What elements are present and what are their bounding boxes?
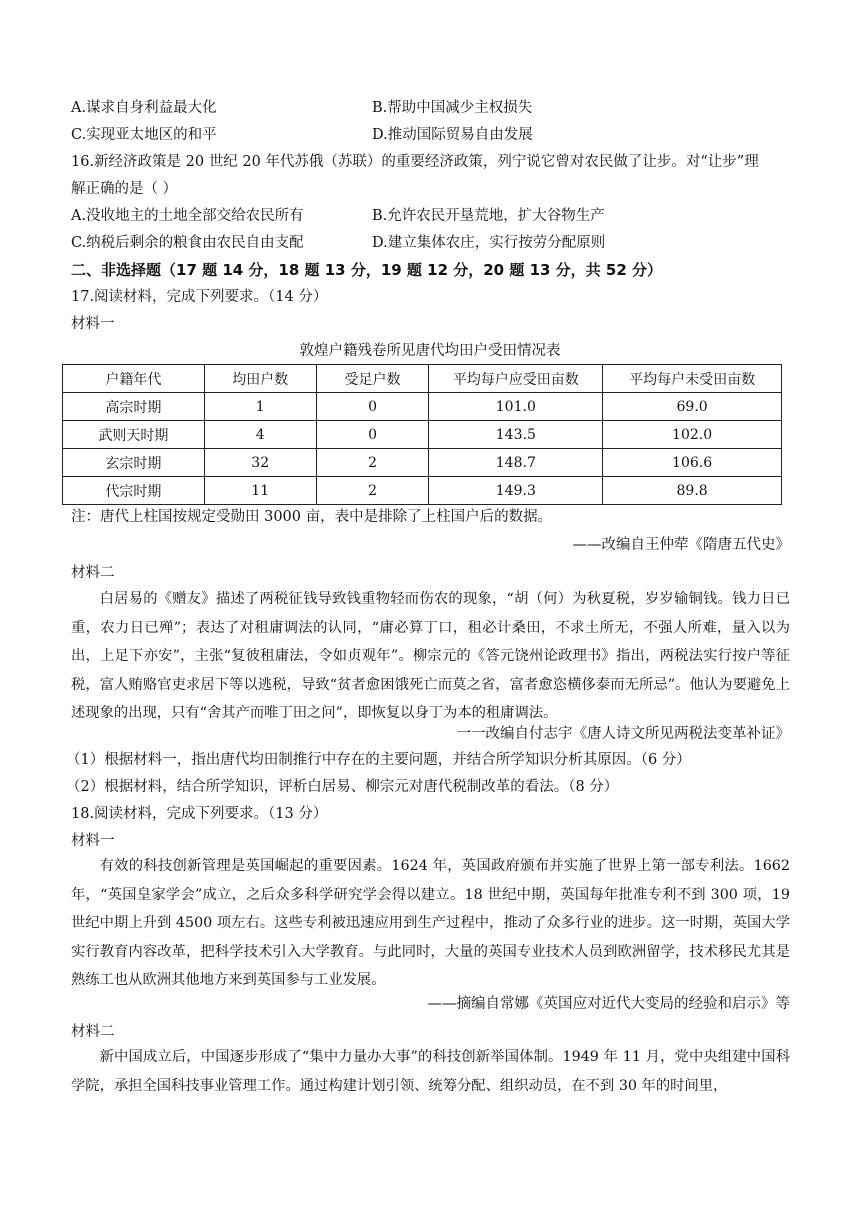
table-header-cell: 均田户数: [204, 365, 316, 393]
table-cell: 101.0: [429, 393, 603, 421]
q17-material1-label: 材料一: [71, 316, 115, 332]
q17-source2: 一一改编自付志宇《唐人诗文所见两税法变革补证》: [456, 726, 790, 742]
table-header-cell: 户籍年代: [63, 365, 205, 393]
table-cell: 玄宗时期: [63, 449, 205, 477]
table-cell: 1: [204, 393, 316, 421]
table-cell: 89.8: [603, 477, 782, 505]
table-note: 注：唐代上柱国按规定受勋田 3000 亩，表中是排除了上柱国户后的数据。: [71, 509, 553, 525]
table-row: [63, 393, 782, 421]
q15-option-d: D.推动国际贸易自由发展: [372, 127, 533, 143]
table-row: [63, 421, 782, 449]
table-cell: 11: [204, 477, 316, 505]
q18-material1-label: 材料一: [71, 833, 115, 849]
q17-material2-label: 材料二: [71, 565, 115, 581]
table-header-cell: 平均每户应受田亩数: [429, 365, 603, 393]
q17-subquestion1: （1）根据材料一，指出唐代均田制推行中存在的主要问题，并结合所学知识分析其原因。（6 分）: [66, 752, 691, 768]
table-header-cell: 受足户数: [316, 365, 429, 393]
q18-material2-label: 材料二: [71, 1024, 115, 1040]
table-cell: 0: [316, 393, 429, 421]
table-row: [63, 477, 782, 505]
q16-option-c: C.纳税后剩余的粮食由农民自由支配: [71, 235, 304, 251]
q15-option-c: C.实现亚太地区的和平: [71, 127, 217, 143]
table-cell: 102.0: [603, 421, 782, 449]
q17-material2-text: 白居易的《赠友》描述了两税征钱导致钱重物轻而伤农的现象，“胡（何）为秋夏税，岁岁输铜钱。钱力日已重，农力日已殚”；表达了对租庸调法的认同，“庸必算丁口，租必计桑田，不求土所无，不强人所难，量入以为出，上足下亦安”，主张“复彼租庸法，令如贞观年”。柳宗元的《答元饶州论政理书》指出，两税法实行按户等征税，富人贿赂官吏求居下等以逃税，导致“贫者愈困饿死亡而莫之省，富者愈恣横侈泰而无所忌”。他认为要避免上述现象的出现，只有“舍其产而唯丁田之问”，即恢复以身丁为本的租庸调法。: [71, 591, 790, 721]
table-cell: 高宗时期: [63, 393, 205, 421]
q16-stem-line2: 解正确的是（ ）: [71, 181, 178, 197]
table-row: [63, 449, 782, 477]
q17-title: 17.阅读材料，完成下列要求。（14 分）: [71, 289, 328, 305]
table-cell: 2: [316, 477, 429, 505]
table-cell: 69.0: [603, 393, 782, 421]
table-cell: 32: [204, 449, 316, 477]
table-header-cell: 平均每户未受田亩数: [603, 365, 782, 393]
table-cell: 143.5: [429, 421, 603, 449]
table-cell: 代宗时期: [63, 477, 205, 505]
q15-option-b: B.帮助中国减少主权损失: [372, 100, 533, 116]
q17-source1: ——改编自王仲荦《隋唐五代史》: [572, 537, 790, 553]
table-cell: 武则天时期: [63, 421, 205, 449]
section2-heading: 二、非选择题（17 题 14 分，18 题 13 分，19 题 12 分，20 题 13 分，共 52 分）: [71, 261, 662, 279]
q18-title: 18.阅读材料，完成下列要求。（13 分）: [71, 806, 328, 822]
table-cell: 2: [316, 449, 429, 477]
q16-option-a: A.没收地主的土地全部交给农民所有: [71, 208, 304, 224]
q18-material1-text: 有效的科技创新管理是英国崛起的重要因素。1624 年，英国政府颁布并实施了世界上第一部专利法。1662 年，“英国皇家学会”成立，之后众多科学研究学会得以建立。18 世纪中期，英国每年批准专利不到 300 项，19 世纪中期上升到 4500 项左右。这些专利被迅速应用到生产过程中，推动了众多行业的进步。这一时期，英国大学实行教育内容改革，把科学技术引入大学教育。与此同时，大量的英国专业技术人员到欧洲留学，技术移民尤其是熟练工也从欧洲其他地方来到英国参与工业发展。: [71, 858, 790, 988]
q18-source1: ——摘编自常娜《英国应对近代大变局的经验和启示》等: [427, 996, 790, 1012]
table-header-row: [63, 365, 782, 393]
q17-subquestion2: （2）根据材料，结合所学知识，评析白居易、柳宗元对唐代税制改革的看法。（8 分）: [66, 779, 619, 795]
q16-option-b: B.允许农民开垦荒地，扩大谷物生产: [372, 208, 605, 224]
q15-option-a: A.谋求自身利益最大化: [71, 100, 217, 116]
q16-stem-line1: 16.新经济政策是 20 世纪 20 年代苏俄（苏联）的重要经济政策，列宁说它曾对农民做了让步。对“让步”理: [71, 154, 759, 170]
table-cell: 149.3: [429, 477, 603, 505]
table-cell: 148.7: [429, 449, 603, 477]
land-allocation-table: [62, 364, 782, 505]
table-caption: 敦煌户籍残卷所见唐代均田户受田情况表: [299, 343, 561, 359]
q18-material2-text: 新中国成立后，中国逐步形成了“集中力量办大事”的科技创新举国体制。1949 年 11 月，党中央组建中国科学院，承担全国科技事业管理工作。通过构建计划引领、统筹分配、组织动员，在不到 30 年的时间里，: [71, 1049, 790, 1094]
q16-option-d: D.建立集体农庄，实行按劳分配原则: [372, 235, 606, 251]
table-cell: 0: [316, 421, 429, 449]
table-cell: 4: [204, 421, 316, 449]
table-cell: 106.6: [603, 449, 782, 477]
